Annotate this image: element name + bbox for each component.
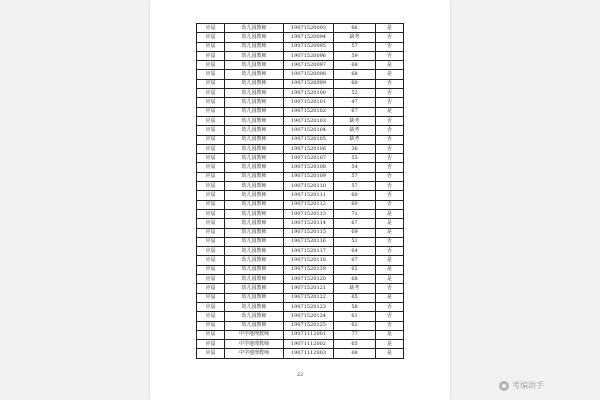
score-cell: 缺考 [334,135,376,144]
score-cell: 60 [334,200,376,209]
qualified-cell: 否 [376,312,404,321]
ticket-number-cell: 19071520096 [284,51,334,60]
ticket-number-cell: 19071520125 [284,321,334,330]
qualified-cell: 否 [376,237,404,246]
qualified-cell: 是 [376,61,404,70]
score-cell: 47 [334,98,376,107]
category-cell: 应届 [197,172,225,181]
category-cell: 应届 [197,182,225,191]
position-cell: 幼儿园教师 [225,247,284,256]
qualified-cell: 否 [376,135,404,144]
qualified-cell: 否 [376,284,404,293]
category-cell: 应届 [197,79,225,88]
score-cell: 60 [334,191,376,200]
category-cell: 应届 [197,144,225,153]
table-row [197,209,404,218]
table-row [197,33,404,42]
position-cell: 幼儿园教师 [225,135,284,144]
ticket-number-cell: 19071112003 [284,349,334,358]
table-row [197,79,404,88]
ticket-number-cell: 19071520123 [284,302,334,311]
table-row [197,293,404,302]
qualified-cell: 是 [376,70,404,79]
position-cell: 幼儿园教师 [225,312,284,321]
table-row [197,191,404,200]
ticket-number-cell: 19071520120 [284,275,334,284]
category-cell: 应届 [197,42,225,51]
position-cell: 幼儿园教师 [225,79,284,88]
score-cell: 58 [334,302,376,311]
category-cell: 应届 [197,321,225,330]
qualified-cell: 是 [376,256,404,265]
qualified-cell: 是 [376,107,404,116]
ticket-number-cell: 19071520101 [284,98,334,107]
table-row [197,312,404,321]
category-cell: 应届 [197,191,225,200]
score-cell: 缺考 [334,116,376,125]
score-cell: 67 [334,219,376,228]
qualified-cell: 否 [376,144,404,153]
qualified-cell: 是 [376,219,404,228]
category-cell: 应届 [197,219,225,228]
position-cell: 幼儿园教师 [225,107,284,116]
ticket-number-cell: 19071520108 [284,163,334,172]
ticket-number-cell: 19071520114 [284,219,334,228]
qualified-cell: 是 [376,293,404,302]
position-cell: 幼儿园教师 [225,209,284,218]
position-cell: 幼儿园教师 [225,42,284,51]
ticket-number-cell: 19071520110 [284,182,334,191]
qualified-cell: 是 [376,228,404,237]
table-body [197,24,404,359]
position-cell: 幼儿园教师 [225,51,284,60]
category-cell: 应届 [197,116,225,125]
table-row [197,116,404,125]
ticket-number-cell: 19071520093 [284,24,334,33]
category-cell: 应届 [197,70,225,79]
ticket-number-cell: 19071520113 [284,209,334,218]
qualified-cell: 否 [376,42,404,51]
position-cell: 幼儿园教师 [225,256,284,265]
table-row [197,302,404,311]
score-cell: 71 [334,209,376,218]
qualified-cell: 否 [376,33,404,42]
category-cell: 应届 [197,265,225,274]
category-cell: 应届 [197,61,225,70]
position-cell: 幼儿园教师 [225,163,284,172]
qualified-cell: 否 [376,51,404,60]
score-cell: 61 [334,312,376,321]
position-cell: 幼儿园教师 [225,89,284,98]
position-cell: 幼儿园教师 [225,98,284,107]
category-cell: 应届 [197,330,225,339]
category-cell: 应届 [197,312,225,321]
qualified-cell: 否 [376,154,404,163]
category-cell: 应届 [197,24,225,33]
score-cell: 66 [334,24,376,33]
table-row [197,70,404,79]
ticket-number-cell: 19071520103 [284,116,334,125]
qualified-cell: 否 [376,98,404,107]
qualified-cell: 否 [376,163,404,172]
position-cell: 幼儿园教师 [225,154,284,163]
position-cell: 幼儿园教师 [225,200,284,209]
table-row [197,284,404,293]
ticket-number-cell: 19071520116 [284,237,334,246]
ticket-number-cell: 19071520121 [284,284,334,293]
qualified-cell: 是 [376,24,404,33]
table-row [197,349,404,358]
position-cell: 幼儿园教师 [225,144,284,153]
score-cell: 51 [334,237,376,246]
position-cell: 幼儿园教师 [225,70,284,79]
score-cell: 缺考 [334,284,376,293]
score-cell: 68 [334,61,376,70]
position-cell: 幼儿园教师 [225,33,284,42]
category-cell: 应届 [197,256,225,265]
qualified-cell: 否 [376,79,404,88]
position-cell: 幼儿园教师 [225,219,284,228]
table-row [197,265,404,274]
score-cell: 57 [334,42,376,51]
category-cell: 应届 [197,51,225,60]
category-cell: 应届 [197,89,225,98]
category-cell: 应届 [197,154,225,163]
ticket-number-cell: 19071520107 [284,154,334,163]
table-row [197,321,404,330]
ticket-number-cell: 19071520111 [284,191,334,200]
table-row [197,172,404,181]
page-number: 22 [296,372,304,378]
table-row [197,163,404,172]
score-cell: 64 [334,247,376,256]
ticket-number-cell: 19071520104 [284,126,334,135]
score-cell: 65 [334,340,376,349]
ticket-number-cell: 19071520095 [284,42,334,51]
qualified-cell: 是 [376,349,404,358]
score-cell: 67 [334,256,376,265]
position-cell: 幼儿园教师 [225,61,284,70]
category-cell: 应届 [197,33,225,42]
table-row [197,275,404,284]
qualified-cell: 否 [376,182,404,191]
score-cell: 缺考 [334,126,376,135]
ticket-number-cell: 19071520099 [284,79,334,88]
position-cell: 幼儿园教师 [225,237,284,246]
category-cell: 应届 [197,284,225,293]
category-cell: 应届 [197,228,225,237]
position-cell: 中学地理教师 [225,340,284,349]
position-cell: 幼儿园教师 [225,321,284,330]
qualified-cell: 否 [376,172,404,181]
category-cell: 应届 [197,126,225,135]
category-cell: 应届 [197,163,225,172]
position-cell: 幼儿园教师 [225,24,284,33]
watermark-text: 考编助手 [512,381,544,390]
score-cell: 67 [334,107,376,116]
qualified-cell: 否 [376,89,404,98]
chat-bubble-icon [499,381,509,391]
table-row [197,135,404,144]
score-cell: 缺考 [334,33,376,42]
table-row [197,256,404,265]
position-cell: 幼儿园教师 [225,265,284,274]
table-row [197,98,404,107]
ticket-number-cell: 19071520118 [284,256,334,265]
category-cell: 应届 [197,200,225,209]
ticket-number-cell: 19071520109 [284,172,334,181]
position-cell: 幼儿园教师 [225,228,284,237]
table-row [197,107,404,116]
qualified-cell: 否 [376,247,404,256]
table-row [197,89,404,98]
ticket-number-cell: 19071520119 [284,265,334,274]
category-cell: 应届 [197,302,225,311]
score-cell: 55 [334,154,376,163]
category-cell: 应届 [197,237,225,246]
ticket-number-cell: 19071520097 [284,61,334,70]
table-row [197,200,404,209]
ticket-number-cell: 19071112002 [284,340,334,349]
ticket-number-cell: 19071520105 [284,135,334,144]
score-cell: 68 [334,70,376,79]
position-cell: 中学地理教师 [225,349,284,358]
position-cell: 幼儿园教师 [225,126,284,135]
score-cell: 62 [334,321,376,330]
score-cell: 65 [334,265,376,274]
table-row [197,182,404,191]
ticket-number-cell: 19071112001 [284,330,334,339]
score-cell: 68 [334,349,376,358]
category-cell: 应届 [197,349,225,358]
qualified-cell: 否 [376,302,404,311]
qualified-cell: 否 [376,191,404,200]
table-row [197,219,404,228]
table-row [197,228,404,237]
table-row [197,237,404,246]
category-cell: 应届 [197,98,225,107]
score-cell: 68 [334,275,376,284]
table-row [197,51,404,60]
score-cell: 59 [334,51,376,60]
ticket-number-cell: 19071520100 [284,89,334,98]
category-cell: 应届 [197,247,225,256]
qualified-cell: 否 [376,116,404,125]
score-cell: 57 [334,182,376,191]
table-row [197,154,404,163]
qualified-cell: 否 [376,126,404,135]
ticket-number-cell: 19071520124 [284,312,334,321]
qualified-cell: 是 [376,209,404,218]
watermark [499,380,544,391]
table-row [197,42,404,51]
table-row [197,61,404,70]
position-cell: 幼儿园教师 [225,293,284,302]
table-row [197,247,404,256]
table-row [197,24,404,33]
ticket-number-cell: 19071520122 [284,293,334,302]
score-cell: 69 [334,228,376,237]
table-row [197,330,404,339]
qualified-cell: 是 [376,265,404,274]
table-row [197,340,404,349]
category-cell: 应届 [197,107,225,116]
qualified-cell: 否 [376,200,404,209]
category-cell: 应届 [197,340,225,349]
position-cell: 幼儿园教师 [225,116,284,125]
qualified-cell: 是 [376,330,404,339]
category-cell: 应届 [197,209,225,218]
position-cell: 幼儿园教师 [225,172,284,181]
position-cell: 幼儿园教师 [225,191,284,200]
ticket-number-cell: 19071520117 [284,247,334,256]
ticket-number-cell: 19071520106 [284,144,334,153]
score-cell: 77 [334,330,376,339]
category-cell: 应届 [197,293,225,302]
table-row [197,126,404,135]
category-cell: 应届 [197,135,225,144]
qualified-cell: 是 [376,340,404,349]
qualified-cell: 是 [376,275,404,284]
score-cell: 65 [334,293,376,302]
score-cell: 60 [334,79,376,88]
position-cell: 幼儿园教师 [225,302,284,311]
ticket-number-cell: 19071520094 [284,33,334,42]
score-cell: 52 [334,89,376,98]
category-cell: 应届 [197,275,225,284]
ticket-number-cell: 19071520112 [284,200,334,209]
score-table [196,23,404,359]
qualified-cell: 否 [376,321,404,330]
document-page [150,0,450,400]
position-cell: 中学地理教师 [225,330,284,339]
table-row [197,144,404,153]
position-cell: 幼儿园教师 [225,275,284,284]
ticket-number-cell: 19071520098 [284,70,334,79]
position-cell: 幼儿园教师 [225,182,284,191]
score-cell: 57 [334,172,376,181]
ticket-number-cell: 19071520115 [284,228,334,237]
ticket-number-cell: 19071520102 [284,107,334,116]
score-cell: 54 [334,163,376,172]
score-cell: 36 [334,144,376,153]
position-cell: 幼儿园教师 [225,284,284,293]
